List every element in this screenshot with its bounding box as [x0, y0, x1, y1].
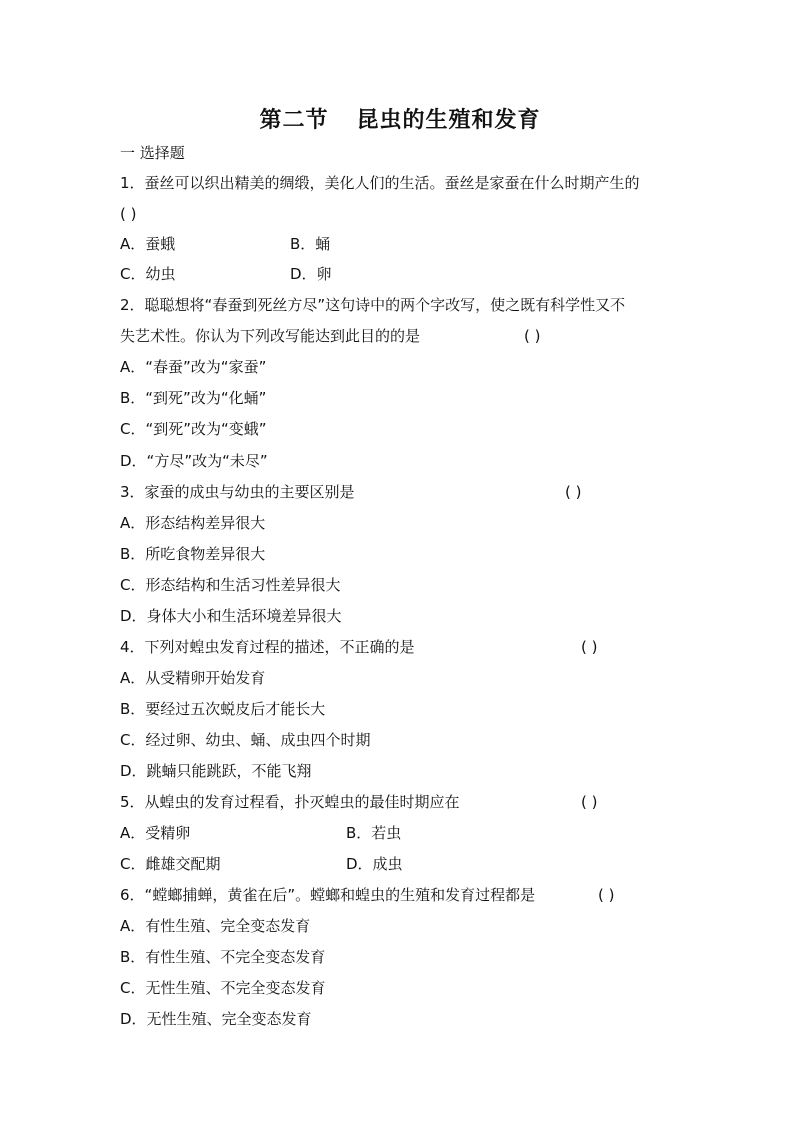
q3-option-c: C．形态结构和生活习性差异很大: [120, 576, 341, 594]
q4-option-d: D．跳蝻只能跳跃，不能飞翔: [120, 762, 312, 780]
q5-option-c: C．雌雄交配期: [120, 855, 221, 873]
q2-paren: ( ): [524, 327, 541, 345]
section-topic: 昆虫的生殖和发育: [356, 108, 541, 133]
q2-option-b: B．“到死”改为“化蛹”: [120, 389, 267, 407]
q3-option-d: D．身体大小和生活环境差异很大: [120, 607, 342, 625]
q6-stem: 6．“螳螂捕蝉，黄雀在后”。螳螂和蝗虫的生殖和发育过程都是: [120, 886, 536, 904]
q1-stem: 1．蚕丝可以织出精美的绸缎，美化人们的生活。蚕丝是家蚕在什么时期产生的: [120, 174, 640, 192]
q2-stem-line1: 2．聪聪想将“春蚕到死丝方尽”这句诗中的两个字改写，使之既有科学性又不: [120, 296, 626, 314]
section-heading: 一 选择题: [120, 144, 185, 162]
q6-option-a: A．有性生殖、完全变态发育: [120, 917, 311, 935]
section-number: 第二节: [259, 108, 329, 133]
q4-option-c: C．经过卵、幼虫、蛹、成虫四个时期: [120, 731, 371, 749]
q1-paren: ( ): [120, 205, 137, 223]
q3-paren: ( ): [565, 483, 582, 501]
q1-option-c: C．幼虫: [120, 265, 176, 283]
q3-option-b: B．所吃食物差异很大: [120, 545, 266, 563]
q4-option-a: A．从受精卵开始发育: [120, 669, 266, 687]
q2-option-d: D．“方尽”改为“未尽”: [120, 452, 268, 470]
q4-option-b: B．要经过五次蜕皮后才能长大: [120, 700, 326, 718]
q5-paren: ( ): [581, 793, 598, 811]
q3-stem: 3．家蚕的成虫与幼虫的主要区别是: [120, 483, 355, 501]
q4-paren: ( ): [581, 638, 598, 656]
q3-option-a: A．形态结构差异很大: [120, 514, 266, 532]
page-title: [0, 103, 800, 134]
q5-option-d: D．成虫: [346, 855, 403, 873]
q6-option-c: C．无性生殖、不完全变态发育: [120, 979, 326, 997]
q5-option-a: A．受精卵: [120, 824, 191, 842]
q5-stem: 5．从蝗虫的发育过程看，扑灭蝗虫的最佳时期应在: [120, 793, 460, 811]
q6-paren: ( ): [598, 886, 615, 904]
q5-option-b: B．若虫: [346, 824, 402, 842]
q6-option-d: D．无性生殖、完全变态发育: [120, 1010, 312, 1028]
q1-option-d: D．卵: [290, 265, 332, 283]
q6-option-b: B．有性生殖、不完全变态发育: [120, 948, 326, 966]
q2-option-a: A．“春蚕”改为“家蚕”: [120, 358, 267, 376]
q4-stem: 4．下列对蝗虫发育过程的描述，不正确的是: [120, 638, 415, 656]
q2-option-c: C．“到死”改为“变蛾”: [120, 420, 267, 438]
q2-stem-line2: 失艺术性。你认为下列改写能达到此目的的是: [120, 327, 421, 345]
q1-option-a: A．蚕蛾: [120, 235, 176, 253]
q1-option-b: B．蛹: [290, 235, 331, 253]
